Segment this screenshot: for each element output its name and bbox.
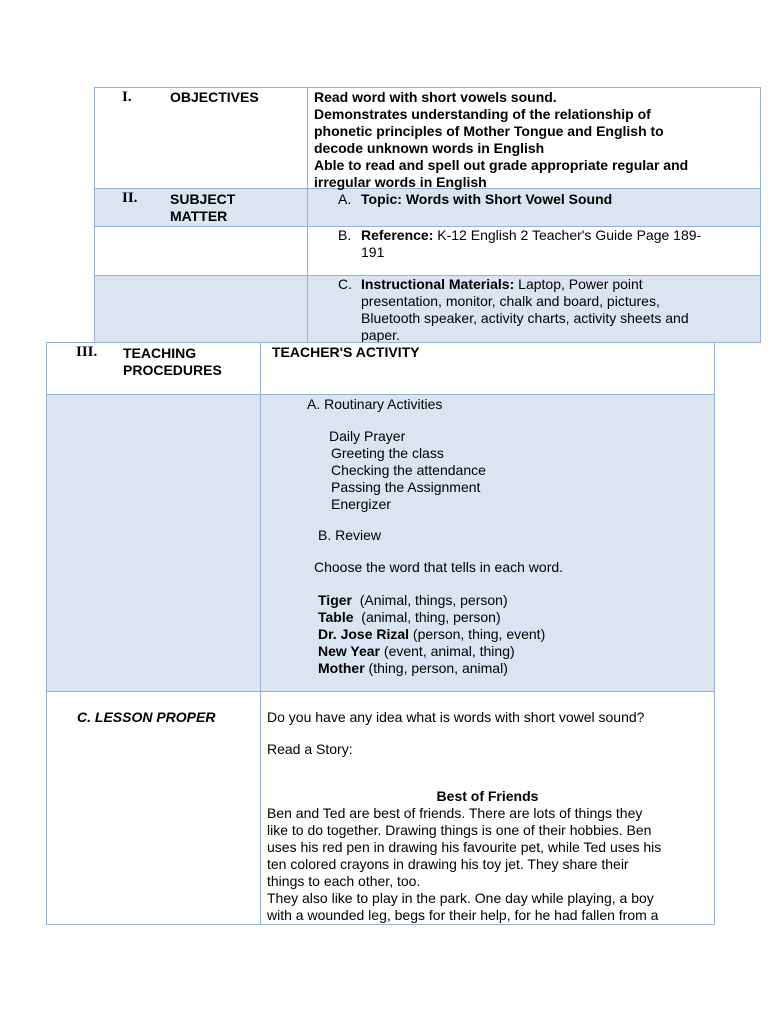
objective-line: Demonstrates understanding of the relationship of — [314, 106, 651, 122]
teaching-procedures-line: PROCEDURES — [123, 362, 222, 378]
materials-line: Bluetooth speaker, activity charts, activity sheets and — [361, 310, 689, 326]
review-item — [318, 660, 545, 677]
materials-line — [361, 276, 689, 293]
review-word: Table — [318, 609, 354, 625]
lesson-label-cell — [46, 691, 261, 925]
reference-letter: B. — [338, 227, 352, 243]
reference-line: 191 — [361, 244, 385, 260]
teaching-procedures-line: TEACHING — [123, 345, 197, 361]
objectives-list — [314, 89, 688, 191]
review-options: (event, animal, thing) — [380, 643, 515, 659]
lesson-question: Do you have any idea what is words with short vowel sound? — [267, 709, 645, 725]
objectives-label: OBJECTIVES — [170, 89, 259, 105]
topic-text: Topic: Words with Short Vowel Sound — [361, 191, 613, 207]
review-options: (Animal, things, person) — [351, 592, 508, 608]
story-line: ten colored crayons in drawing his toy jet. They share their — [267, 856, 629, 872]
materials-label: Instructional Materials: — [361, 276, 515, 292]
read-story-label: Read a Story: — [267, 741, 353, 757]
section-numeral-1: I. — [122, 89, 132, 105]
story-line: with a wounded leg, begs for their help, for he had fallen from a — [267, 907, 659, 923]
routine-item: Greeting the class — [331, 445, 444, 461]
routine-label-cell — [46, 394, 261, 692]
empty-label-cell-2 — [94, 275, 308, 343]
objective-line: Read word with short vowels sound. — [314, 89, 557, 105]
story-line: things to each other, too. — [267, 873, 421, 889]
materials-line: presentation, monitor, chalk and board, pictures, — [361, 293, 660, 309]
review-word: Tiger — [318, 592, 352, 608]
review-options: (person, thing, event) — [409, 626, 546, 642]
objective-line: decode unknown words in English — [314, 140, 545, 156]
story-line: They also like to play in the park. One day while playing, a boy — [267, 890, 654, 906]
review-instruction: Choose the word that tells in each word. — [314, 559, 564, 575]
review-item — [318, 643, 545, 660]
reference-text — [361, 227, 701, 261]
teaching-procedures-label — [123, 345, 222, 379]
materials-text — [361, 276, 689, 344]
review-item — [318, 609, 545, 626]
section-numeral-2: II. — [122, 190, 138, 206]
review-options: (thing, person, animal) — [364, 660, 508, 676]
objective-line: Able to read and spell out grade appropriate regular and — [314, 157, 689, 173]
reference-line — [361, 227, 701, 244]
review-word: Mother — [318, 660, 365, 676]
story-line: uses his red pen in drawing his favourite pet, while Ted uses his — [267, 839, 662, 855]
story-body — [267, 805, 712, 924]
subject-matter-line: SUBJECT — [170, 191, 236, 207]
objective-line: irregular words in English — [314, 174, 487, 190]
objective-line: phonetic principles of Mother Tongue and English to — [314, 123, 664, 139]
routine-item: Energizer — [331, 496, 391, 512]
section-numeral-3: III. — [76, 344, 98, 360]
review-item — [318, 592, 545, 609]
story-line: like to do together. Drawing things is one of their hobbies. Ben — [267, 822, 652, 838]
reference-label: Reference: — [361, 227, 434, 243]
routine-heading: A. Routinary Activities — [307, 396, 443, 412]
materials-line: paper. — [361, 327, 400, 343]
story-line: Ben and Ted are best of friends. There are lots of things they — [267, 805, 643, 821]
lesson-proper-label: C. LESSON PROPER — [77, 709, 216, 725]
teachers-activity-title: TEACHER'S ACTIVITY — [272, 344, 420, 360]
reference-value: K-12 English 2 Teacher's Guide Page 189- — [437, 227, 702, 243]
review-heading: B. Review — [318, 527, 382, 543]
subject-matter-label — [170, 191, 235, 225]
review-options: (animal, thing, person) — [353, 609, 501, 625]
materials-letter: C. — [338, 276, 352, 292]
routine-item: Checking the attendance — [331, 462, 486, 478]
topic-letter: A. — [338, 191, 352, 207]
routine-item: Passing the Assignment — [331, 479, 481, 495]
review-word: New Year — [318, 643, 381, 659]
review-word: Dr. Jose Rizal — [318, 626, 410, 642]
empty-label-cell — [94, 226, 308, 276]
review-list — [318, 592, 545, 677]
subject-matter-line: MATTER — [170, 208, 228, 224]
review-item — [318, 626, 545, 643]
routine-item: Daily Prayer — [329, 428, 406, 444]
story-title: Best of Friends — [436, 788, 539, 804]
materials-value: Laptop, Power point — [518, 276, 643, 292]
